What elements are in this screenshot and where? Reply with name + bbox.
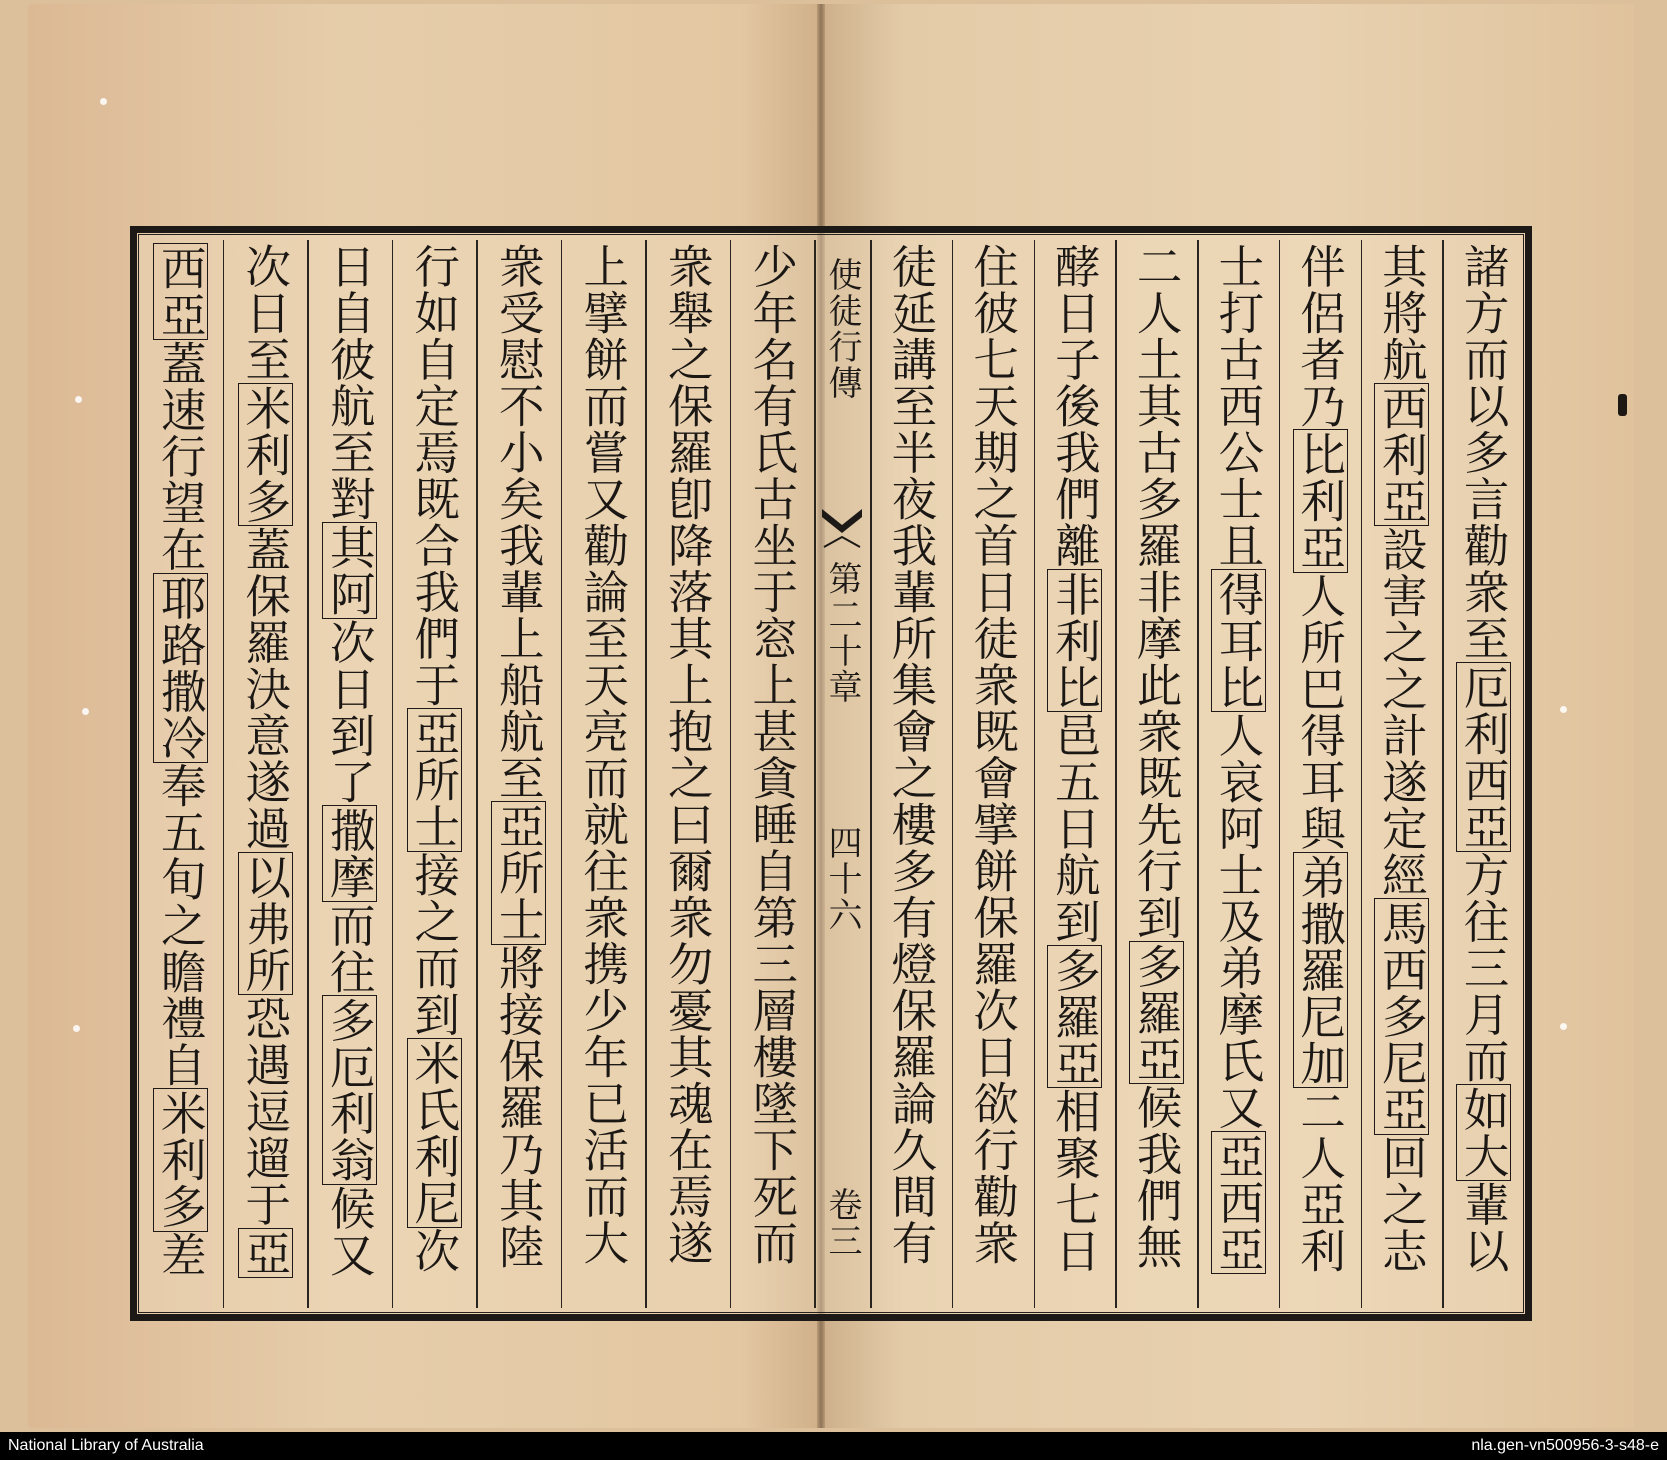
text-segment: 恐遇逗遛于	[238, 995, 292, 1228]
proper-name-box: 馬西多尼亞	[1375, 900, 1429, 1133]
volume-label: 卷三	[822, 1187, 862, 1259]
proper-name-box: 撒摩	[323, 807, 377, 900]
ink-blot	[1618, 394, 1627, 416]
text-column	[575, 243, 631, 1309]
proper-name-box: 亞所士	[492, 803, 546, 943]
binding-hole	[82, 708, 89, 715]
column-rule	[730, 240, 732, 1308]
proper-name-box: 亞	[238, 1229, 292, 1276]
text-segment: 諸方而以多言勸衆至	[1457, 243, 1511, 662]
text-segment: 少年名有氏古坐于窓上甚貪睡自第三層樓墜下死而	[745, 243, 799, 1266]
proper-name-box: 亞所士	[407, 710, 461, 850]
text-segment: 蓋速行望在	[154, 340, 208, 573]
text-column	[1373, 243, 1429, 1309]
text-segment: 士打古西公士且	[1211, 243, 1265, 569]
text-segment: 人哀阿士及弟摩氏又	[1211, 712, 1265, 1131]
column-rule	[952, 240, 954, 1308]
footer-credit: National Library of Australia	[8, 1437, 204, 1454]
text-segment: 徒延講至半夜我輩所集會之樓多有燈保羅論久間有	[884, 243, 938, 1266]
column-rule	[1442, 240, 1444, 1308]
proper-name-box: 多羅亞	[1048, 946, 1102, 1086]
text-column	[321, 243, 377, 1309]
text-segment: 住彼七天期之首日徒衆既會擘餅保羅次日欲行勸衆	[966, 243, 1020, 1266]
proper-name-box: 得耳比	[1211, 570, 1265, 710]
text-column	[1046, 243, 1102, 1309]
text-segment: 衆舉之保羅卽降落其上抱之曰爾衆勿憂其魂在焉遂	[661, 243, 715, 1266]
column-rule	[223, 240, 225, 1308]
text-segment: 接之而到	[407, 851, 461, 1038]
chapter-label: 第二十章	[822, 561, 862, 705]
proper-name-box: 米利多	[238, 384, 292, 524]
text-column	[1210, 243, 1266, 1309]
text-segment: 衆受慰不小矣我輩上船航至	[492, 243, 546, 801]
fold-rule	[870, 240, 872, 1308]
text-segment: 二人亞利	[1293, 1088, 1347, 1274]
text-segment: 伴侶者乃	[1293, 243, 1347, 429]
folio-number: 四十六	[822, 825, 862, 933]
column-rule	[1279, 240, 1281, 1308]
text-segment: 將接保羅乃其陸	[492, 944, 546, 1270]
text-segment: 上擘餅而嘗又勸論至天亮而就往衆携少年已活而大	[576, 243, 630, 1266]
text-segment: 方往三月而	[1457, 851, 1511, 1084]
proper-name-box: 亞西亞	[1211, 1132, 1265, 1272]
proper-name-box: 西利亞	[1375, 384, 1429, 524]
center-fold-column	[814, 243, 870, 1309]
text-column	[1455, 243, 1511, 1309]
text-segment: 蓋保羅決意遂過	[238, 526, 292, 852]
book-title: 使徒行傳	[822, 257, 862, 401]
text-segment: 行如自定焉既合我們于	[407, 243, 461, 708]
proper-name-box: 西亞	[154, 245, 208, 338]
column-rule	[476, 240, 478, 1308]
proper-name-box: 比利亞	[1293, 431, 1347, 571]
text-segment: 次日至	[238, 243, 292, 383]
proper-name-box: 米利多	[154, 1090, 208, 1230]
column-rule	[307, 240, 309, 1308]
text-segment: 輩以	[1457, 1181, 1511, 1274]
column-rule	[645, 240, 647, 1308]
column-rule	[1361, 240, 1363, 1308]
footer-bar	[0, 1432, 1667, 1460]
text-column	[1128, 243, 1184, 1309]
text-segment: 邑五日航到	[1048, 712, 1102, 945]
text-column	[237, 243, 293, 1309]
proper-name-box: 弟撒羅尼加	[1293, 853, 1347, 1086]
text-segment: 候我們無	[1130, 1084, 1184, 1270]
proper-name-box: 耶路撒冷	[154, 574, 208, 761]
proper-name-box: 非利比	[1048, 570, 1102, 710]
text-segment: 候又	[323, 1185, 377, 1278]
text-segment: 酵日子後我們離	[1048, 243, 1102, 569]
text-segment: 設害之之計遂定經	[1375, 526, 1429, 898]
proper-name-box: 如大	[1457, 1086, 1511, 1179]
binding-hole	[1560, 706, 1567, 713]
column-rule	[1115, 240, 1117, 1308]
column-rule	[561, 240, 563, 1308]
text-column	[152, 243, 208, 1309]
text-segment: 其將航	[1375, 243, 1429, 383]
binding-hole	[73, 1025, 80, 1032]
binding-hole	[1560, 1023, 1567, 1030]
text-segment: 次日到了	[323, 619, 377, 805]
text-segment: 相聚七日	[1048, 1088, 1102, 1274]
proper-name-box: 以弗所	[238, 853, 292, 993]
column-rule	[392, 240, 394, 1308]
text-segment: 而往	[323, 902, 377, 995]
text-column	[490, 243, 546, 1309]
text-segment: 二人土其古多羅非摩此衆既先行到	[1130, 243, 1184, 941]
text-segment: 奉五旬之瞻禮自	[154, 762, 208, 1088]
proper-name-box: 厄利西亞	[1457, 663, 1511, 850]
column-rule	[1034, 240, 1036, 1308]
text-column	[1292, 243, 1348, 1309]
text-column	[744, 243, 800, 1309]
text-segment: 差	[154, 1231, 208, 1278]
proper-name-box: 多羅亞	[1130, 942, 1184, 1082]
text-column	[965, 243, 1021, 1309]
proper-name-box: 米氏利尼	[407, 1039, 461, 1226]
text-segment: 人所巴得耳與	[1293, 572, 1347, 852]
text-column	[659, 243, 715, 1309]
proper-name-box: 其阿	[323, 524, 377, 617]
proper-name-box: 多厄利翁	[323, 997, 377, 1183]
text-segment: 次	[407, 1227, 461, 1274]
footer-identifier: nla.gen-vn500956-3-s48-e	[1471, 1437, 1659, 1454]
column-rule	[1197, 240, 1199, 1308]
text-column	[883, 243, 939, 1309]
text-column	[406, 243, 462, 1309]
text-segment: 日自彼航至對	[323, 243, 377, 522]
text-segment: 回之志	[1375, 1134, 1429, 1274]
binding-hole	[75, 396, 82, 403]
fish-tail-mark-icon	[818, 507, 866, 549]
binding-hole	[100, 98, 107, 105]
